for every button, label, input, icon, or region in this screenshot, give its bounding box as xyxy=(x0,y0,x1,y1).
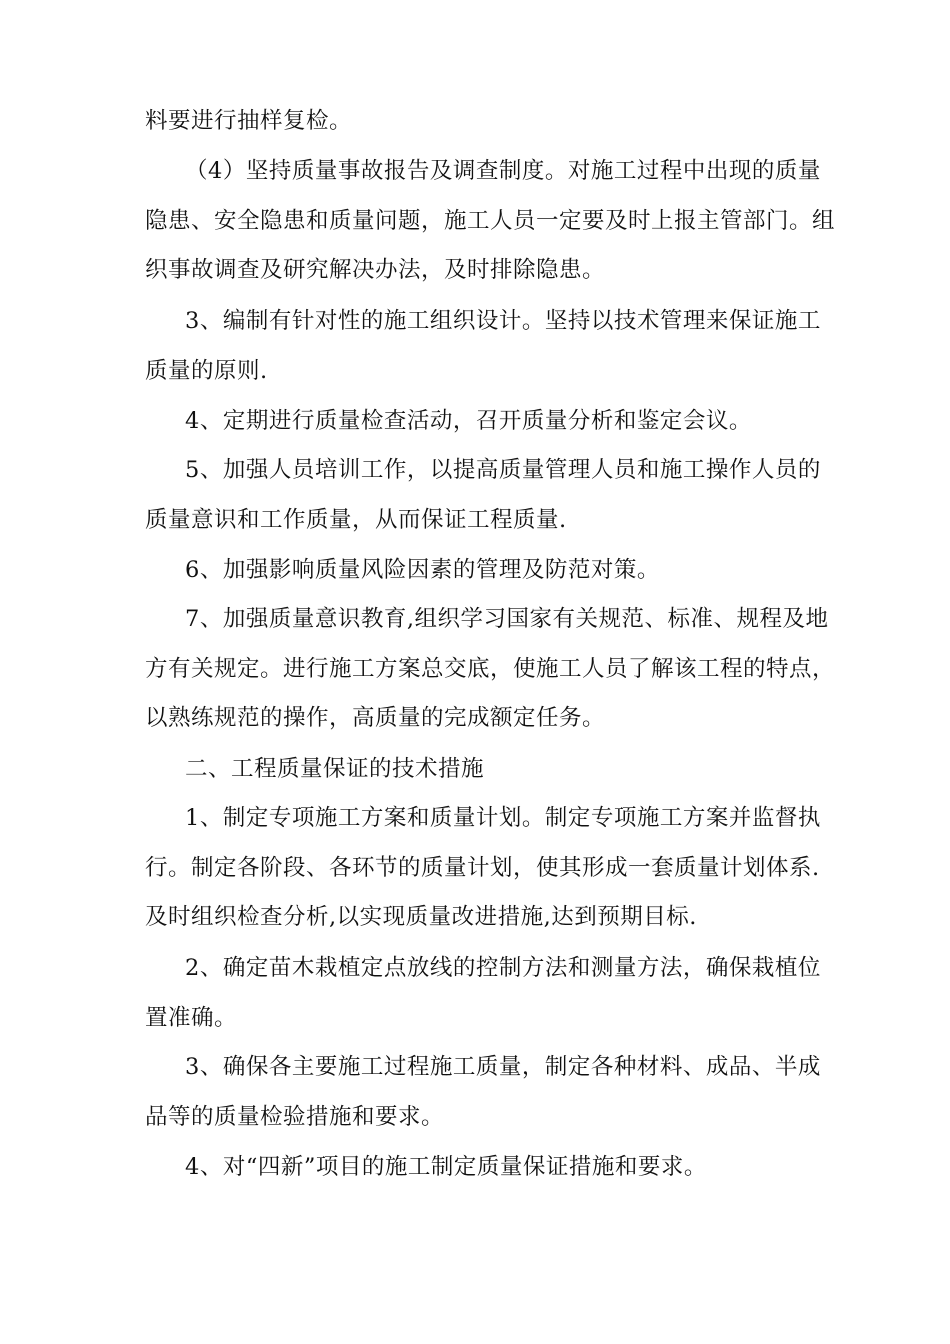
text-line: 行。制定各阶段、各环节的质量计划，使其形成一套质量计划体系. xyxy=(145,854,820,881)
text-line: 以熟练规范的操作，高质量的完成额定任务。 xyxy=(145,705,606,731)
text-line: 置准确。 xyxy=(145,1004,238,1031)
text-line: 3、确保各主要施工过程施工质量，制定各种材料、成品、半成 xyxy=(185,1054,821,1080)
paragraph-tech-2-positioning xyxy=(145,944,821,1043)
paragraph-continuation xyxy=(145,97,815,147)
text-line: 方有关规定。进行施工方案总交底，使施工人员了解该工程的特点， xyxy=(145,655,836,682)
text-line: 6、加强影响质量风险因素的管理及防范对策。 xyxy=(185,557,660,583)
paragraph-item-3-construction-design xyxy=(145,297,821,396)
text-line: 二、工程质量保证的技术措施 xyxy=(185,756,485,782)
section-heading-technical-measures xyxy=(145,745,815,795)
text-line: 隐患、安全隐患和质量问题，施工人员一定要及时上报主管部门。组 xyxy=(145,207,836,234)
paragraph-item-4-quality-accident-reporting xyxy=(145,147,836,296)
text-line: 7、加强质量意识教育,组织学习国家有关规范、标准、规程及地 xyxy=(185,606,829,632)
text-line: 4、对“四新”项目的施工制定质量保证措施和要求。 xyxy=(185,1154,707,1180)
text-line: 质量的原则. xyxy=(145,357,268,384)
paragraph-tech-3-process-quality xyxy=(145,1043,821,1142)
text-line: 2、确定苗木栽植定点放线的控制方法和测量方法，确保栽植位 xyxy=(185,955,821,981)
paragraph-item-7-quality-education xyxy=(145,595,836,744)
paragraph-tech-4-four-new-items xyxy=(145,1143,815,1193)
text-line: 品等的质量检验措施和要求。 xyxy=(145,1103,445,1130)
paragraph-item-4-quality-inspection xyxy=(145,397,815,447)
text-line: 及时组织检查分析,以实现质量改进措施,达到预期目标. xyxy=(145,904,697,930)
paragraph-item-6-risk-management xyxy=(145,546,815,596)
text-line: 5、加强人员培训工作，以提高质量管理人员和施工操作人员的 xyxy=(185,457,821,483)
paragraph-item-5-training xyxy=(145,446,821,545)
paragraph-tech-1-construction-plan xyxy=(145,794,821,943)
text-line: 1、制定专项施工方案和质量计划。制定专项施工方案并监督执 xyxy=(185,805,821,831)
text-line: 料要进行抽样复检。 xyxy=(145,108,353,134)
text-line: 质量意识和工作质量，从而保证工程质量. xyxy=(145,506,567,533)
text-line: 3、编制有针对性的施工组织设计。坚持以技术管理来保证施工 xyxy=(185,308,821,334)
text-line: 4、定期进行质量检查活动，召开质量分析和鉴定会议。 xyxy=(185,408,752,434)
text-line: 织事故调查及研究解决办法，及时排除隐患。 xyxy=(145,257,606,283)
text-line: （4）坚持质量事故报告及调查制度。对施工过程中出现的质量 xyxy=(185,158,821,184)
